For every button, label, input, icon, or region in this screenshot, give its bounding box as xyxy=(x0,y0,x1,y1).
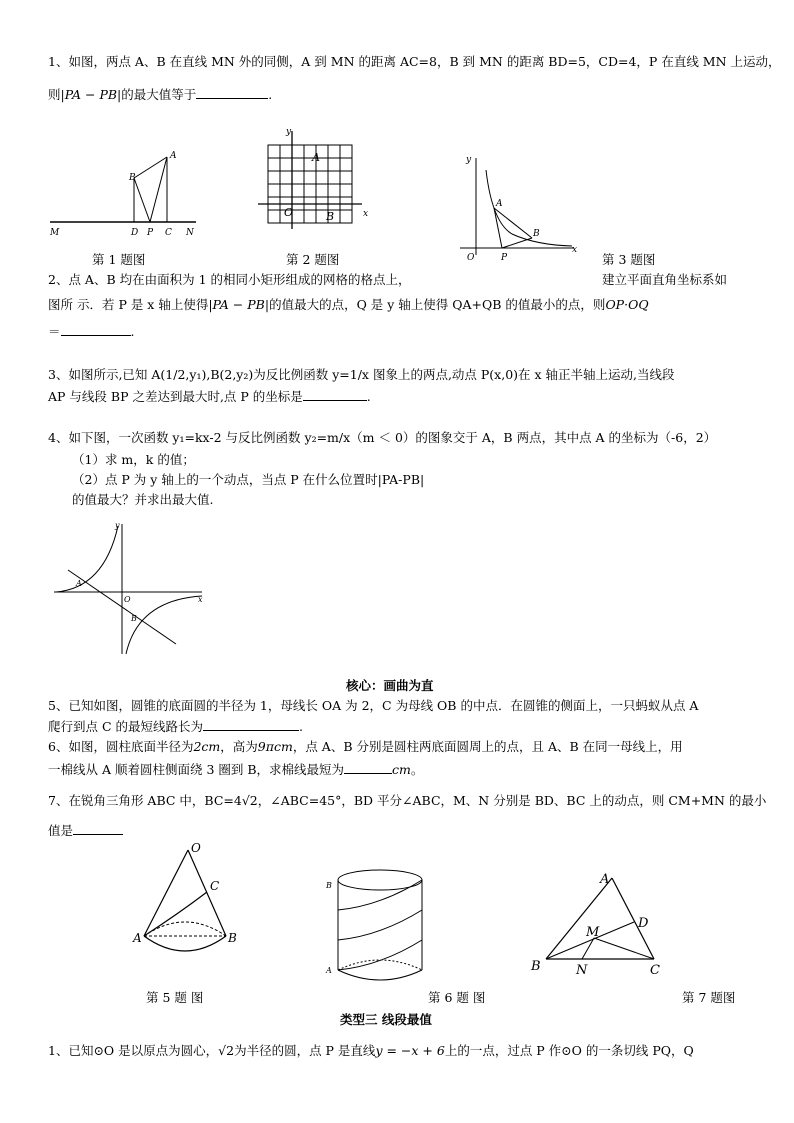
fig7-label-a: A xyxy=(600,872,610,887)
fig4-label-b: B xyxy=(131,614,137,623)
fig1-label-c: C xyxy=(165,228,172,238)
fig6-caption: 第 6 题 图 xyxy=(428,990,486,1005)
fig5-label-o: O xyxy=(191,841,201,855)
q2-line2-a: 图所 示．若 P 是 x 轴上使得 xyxy=(48,297,209,312)
figure-2 xyxy=(256,125,376,230)
section-type3-title: 类型三 线段最值 xyxy=(340,1012,432,1027)
q7-line2 xyxy=(48,822,123,839)
fig5-label-a: A xyxy=(133,931,142,945)
fig4-hyperbola-left xyxy=(56,526,118,592)
fig1-label-p: P xyxy=(147,228,154,238)
fig4-label-a: A xyxy=(76,579,82,588)
fig2-label-y: y xyxy=(286,127,292,137)
fig6-label-b: B xyxy=(326,881,332,890)
q6-radius: 2cm xyxy=(193,739,221,754)
q5-line2-text: 爬行到点 C 的最短线路长为 xyxy=(48,719,204,734)
q4-line1: 4、如下图，一次函数 y₁=kx-2 与反比例函数 y₂=m/x（m ＜ 0）的图象交于 A，B 两点，其中点 A 的坐标为（-6，2） xyxy=(48,430,717,445)
fig6-helix-2 xyxy=(338,910,422,940)
q3-line2-text: AP 与线段 BP 之差达到最大时,点 P 的坐标是 xyxy=(48,389,303,404)
figure-4 xyxy=(52,518,212,658)
section-core-title: 核心：画曲为直 xyxy=(346,678,434,693)
fig6-bottom-front xyxy=(338,970,422,980)
fig2-label-b: B xyxy=(326,210,335,223)
q6-unit: cm xyxy=(392,762,411,777)
q1-line2-prefix: 则 xyxy=(48,87,61,102)
fig3-label-y: y xyxy=(466,155,472,165)
q4-sub2: （2）点 P 为 y 轴上的一个动点，当点 P 在什么位置时|PA-PB| xyxy=(72,472,425,487)
q2-line2 xyxy=(48,297,649,313)
fig6-helix-1 xyxy=(338,940,422,970)
fig5-ant-path xyxy=(144,892,207,936)
q2-line3-prefix: ＝ xyxy=(48,324,61,339)
q6-height: 9πcm xyxy=(257,739,293,754)
fig7-label-c: C xyxy=(650,963,660,978)
fig2-caption: 第 2 题图 xyxy=(286,252,340,267)
fig3-label-x: x xyxy=(572,245,578,255)
fig4-label-o: O xyxy=(124,595,131,604)
fig3-label-p: P xyxy=(501,253,508,263)
q6-line1 xyxy=(48,739,683,755)
q1-expression: |PA − PB| xyxy=(60,87,122,102)
q5-line2: 爬行到点 C 的最短线路长为 . xyxy=(48,719,303,734)
q1-line2-suffix: 的最大值等于 xyxy=(121,87,197,102)
q7-line1: 7、在锐角三角形 ABC 中，BC=4√2，∠ABC=45°，BD 平分∠ABC，M、N 分别是 BD、BC 上的动点，则 CM+MN 的最小 xyxy=(48,793,767,808)
fig6-label-a: A xyxy=(326,966,332,975)
fig4-label-y: y xyxy=(115,521,120,530)
fig7-label-m: M xyxy=(586,925,600,940)
figure-7 xyxy=(526,864,676,979)
fig3-label-a: A xyxy=(496,199,503,209)
t3q1-line xyxy=(48,1043,694,1059)
t3q1-equation: y = −x + 6 xyxy=(375,1043,445,1058)
q6-line2-end: 。 xyxy=(410,762,424,777)
fig5-label-c: C xyxy=(210,879,220,893)
q5-line1: 5、已知如图，圆锥的底面圆的半径为 1，母线长 OA 为 2，C 为母线 OB 的中点．在圆锥的侧面上，一只蚂蚁从点 A xyxy=(48,698,699,713)
t3q1-b: 为半径的圆，点 P 是直线 xyxy=(234,1043,376,1058)
fig3-caption: 第 3 题图 xyxy=(602,252,656,267)
q3-line1: 3、如图所示,已知 A(1/2,y₁),B(2,y₂)为反比例函数 y=1/x 图象上的两点,动点 P(x,0)在 x 轴正半轴上运动,当线段 xyxy=(48,367,675,382)
fig5-generatrix-oa xyxy=(144,850,188,936)
fig4-hyperbola-right xyxy=(126,596,202,654)
fig3-segment-bp xyxy=(502,238,532,248)
q6-line1-b: ，高为 xyxy=(220,739,258,754)
figure-3 xyxy=(456,150,586,262)
q6-line2-a: 一棉线从 A 顺着圆柱侧面绕 3 圈到 B，求棉线最短为 xyxy=(48,762,345,777)
q2-line1-b: 建立平面直角坐标系如 xyxy=(602,272,728,287)
fig3-segment-ab xyxy=(494,208,532,238)
q2-answer-blank[interactable] xyxy=(61,323,131,336)
q4-sub1: （1）求 m，k 的值； xyxy=(72,452,195,467)
fig5-base-front xyxy=(144,936,226,951)
fig7-caption: 第 7 题图 xyxy=(682,990,736,1005)
fig7-side-ab xyxy=(546,878,612,959)
fig2-label-x: x xyxy=(363,209,369,219)
fig2-label-a: A xyxy=(312,151,320,164)
q6-line1-c: ，点 A、B 分别是圆柱两底面圆周上的点，且 A、B 在同一母线上，用 xyxy=(292,739,683,754)
fig1-caption: 第 1 题图 xyxy=(92,252,146,267)
q3-line2: AP 与线段 BP 之差达到最大时,点 P 的坐标是 . xyxy=(48,389,371,404)
q7-line2-text: 值是 xyxy=(48,823,74,838)
fig1-label-m: M xyxy=(50,228,60,238)
q2-line2-b: 的值最大的点，Q 是 y 轴上使得 QA+QB 的值最小的点，则 xyxy=(269,297,606,312)
q4-sub3: 的值最大？并求出最大值. xyxy=(72,492,214,507)
fig5-label-b: B xyxy=(228,931,237,945)
q2-line1-a: 2、点 A、B 均在由面积为 1 的相同小矩形组成的网格的格点上， xyxy=(48,272,411,287)
fig1-label-n: N xyxy=(186,228,194,238)
fig1-label-a: A xyxy=(170,151,177,161)
q1-line1: 1、如图，两点 A、B 在直线 MN 外的同侧，A 到 MN 的距离 AC=8，B 到 MN 的距离 BD=5，CD=4，P 在直线 MN 上运动， xyxy=(48,54,781,69)
fig3-label-b: B xyxy=(533,229,540,239)
q2-expression-2: OP·OQ xyxy=(605,297,649,312)
q2-line3: ＝ . xyxy=(48,324,135,339)
figure-6 xyxy=(318,858,428,983)
fig5-caption: 第 5 题 图 xyxy=(146,990,204,1005)
fig7-label-b: B xyxy=(531,959,541,974)
fig3-label-o: O xyxy=(467,253,475,263)
fig1-label-b: B xyxy=(129,173,136,183)
t3q1-a: 1、已知⊙O 是以原点为圆心， xyxy=(48,1043,219,1058)
fig6-helix-3 xyxy=(338,880,422,910)
q1-answer-blank[interactable] xyxy=(196,86,268,99)
q6-line2 xyxy=(48,761,423,778)
t3q1-c: 上的一点，过点 P 作⊙O 的一条切线 PQ，Q xyxy=(444,1043,694,1058)
fig2-label-o: O xyxy=(284,206,294,219)
fig1-segment-bp xyxy=(134,178,150,222)
fig7-label-d: D xyxy=(638,916,649,931)
q1-line2: 则|PA − PB|的最大值等于 . xyxy=(48,87,273,102)
q7-answer-blank[interactable] xyxy=(73,822,123,835)
q6-line1-a: 6、如图，圆柱底面半径为 xyxy=(48,739,194,754)
t3q1-radius: √2 xyxy=(218,1043,235,1058)
figure-5 xyxy=(128,838,248,953)
q2-expression: |PA − PB| xyxy=(208,297,270,312)
q6-answer-blank[interactable] xyxy=(344,761,392,774)
fig4-label-x: x xyxy=(198,595,203,604)
fig5-base-back xyxy=(144,922,226,936)
q5-answer-blank[interactable] xyxy=(203,718,299,731)
q3-answer-blank[interactable] xyxy=(303,388,367,401)
fig7-label-n: N xyxy=(576,963,588,978)
figure-1 xyxy=(46,145,206,240)
fig1-label-d: D xyxy=(131,228,139,238)
